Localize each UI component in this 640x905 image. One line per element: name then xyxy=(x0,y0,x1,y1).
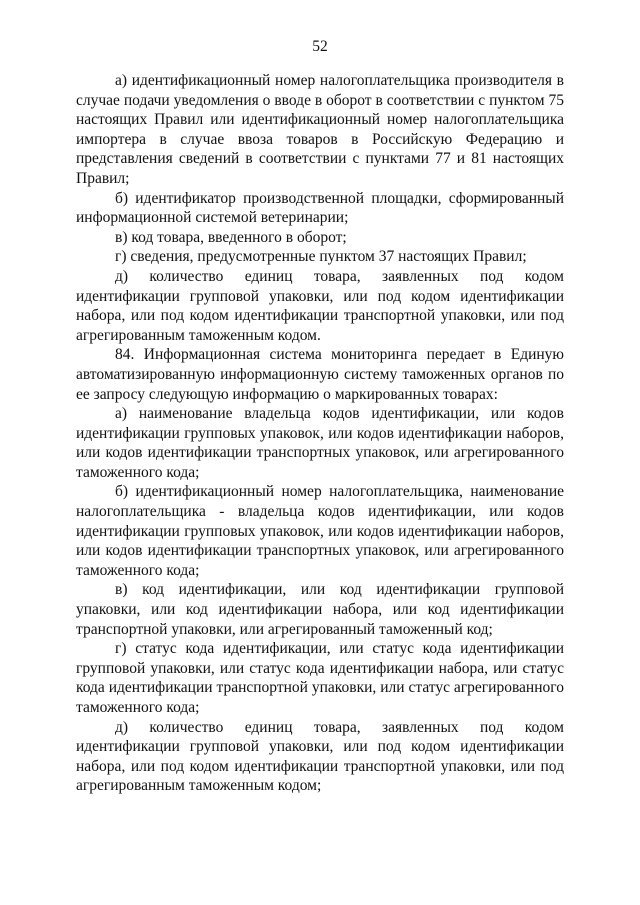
paragraph-84-b-taxpayer: б) идентификационный номер налогоплательщика, наименование налогоплательщика - владельца кодов идентификации, или кодов идентификации групповых упаковок, или кодов идентификации наборов, или кодов идентификации транспортных упаковок, или агрегированного таможенного кода; xyxy=(76,483,564,579)
paragraph-v-product-code: в) код товара, введенного в оборот; xyxy=(115,228,347,246)
paragraph-84-a-owner-name: а) наименование владельца кодов идентификации, или кодов идентификации групповых упаковок, или кодов идентификации наборов, или кодов идентификации транспортных упаковок, или агрегированного таможенного кода; xyxy=(76,405,564,481)
paragraph-84-v-code: в) код идентификации, или код идентификации групповой упаковки, или код идентификации набора, или код идентификации транспортной упаковки, или агрегированный таможенный код; xyxy=(76,581,564,638)
paragraph-b-production-site-id: б) идентификатор производственной площадки, сформированный информационной системой ветеринарии; xyxy=(76,189,564,227)
document-body xyxy=(76,71,564,796)
paragraph-g-information: г) сведения, предусмотренные пунктом 37 настоящих Правил; xyxy=(115,248,527,266)
paragraph-84-d-quantity: д) количество единиц товара, заявленных под кодом идентификации групповой упаковки, или под кодом идентификации набора, или под кодом идентификации транспортной упаковки, или под агрегированным таможенным кодом; xyxy=(76,718,564,795)
paragraph-84-g-status: г) статус кода идентификации, или статус кода идентификации групповой упаковки, или статус кода идентификации набора, или статус кода идентификации транспортной упаковки, или статус агрегированного таможенного кода; xyxy=(76,640,564,716)
paragraph-a-taxpayer-id: а) идентификационный номер налогоплательщика производителя в случае подачи уведомления о вводе в оборот в соответствии с пунктом 75 настоящих Правил или идентификационный номер налогоплательщика импортера в случае ввоза товаров в Российскую Федерацию и представления сведений в соответствии с пунктами 77 и 81 настоящих Правил; xyxy=(76,72,564,187)
paragraph-84: 84. Информационная система мониторинга передает в Единую автоматизированную информационную систему таможенных органов по ее запросу следующую информацию о маркированных товарах: xyxy=(76,346,564,403)
paragraph-d-quantity: д) количество единиц товара, заявленных под кодом идентификации групповой упаковки, или под кодом идентификации набора, или под кодом идентификации транспортной упаковки, или под агрегированным таможенным кодом. xyxy=(76,267,564,344)
page-number: 52 xyxy=(312,38,328,55)
